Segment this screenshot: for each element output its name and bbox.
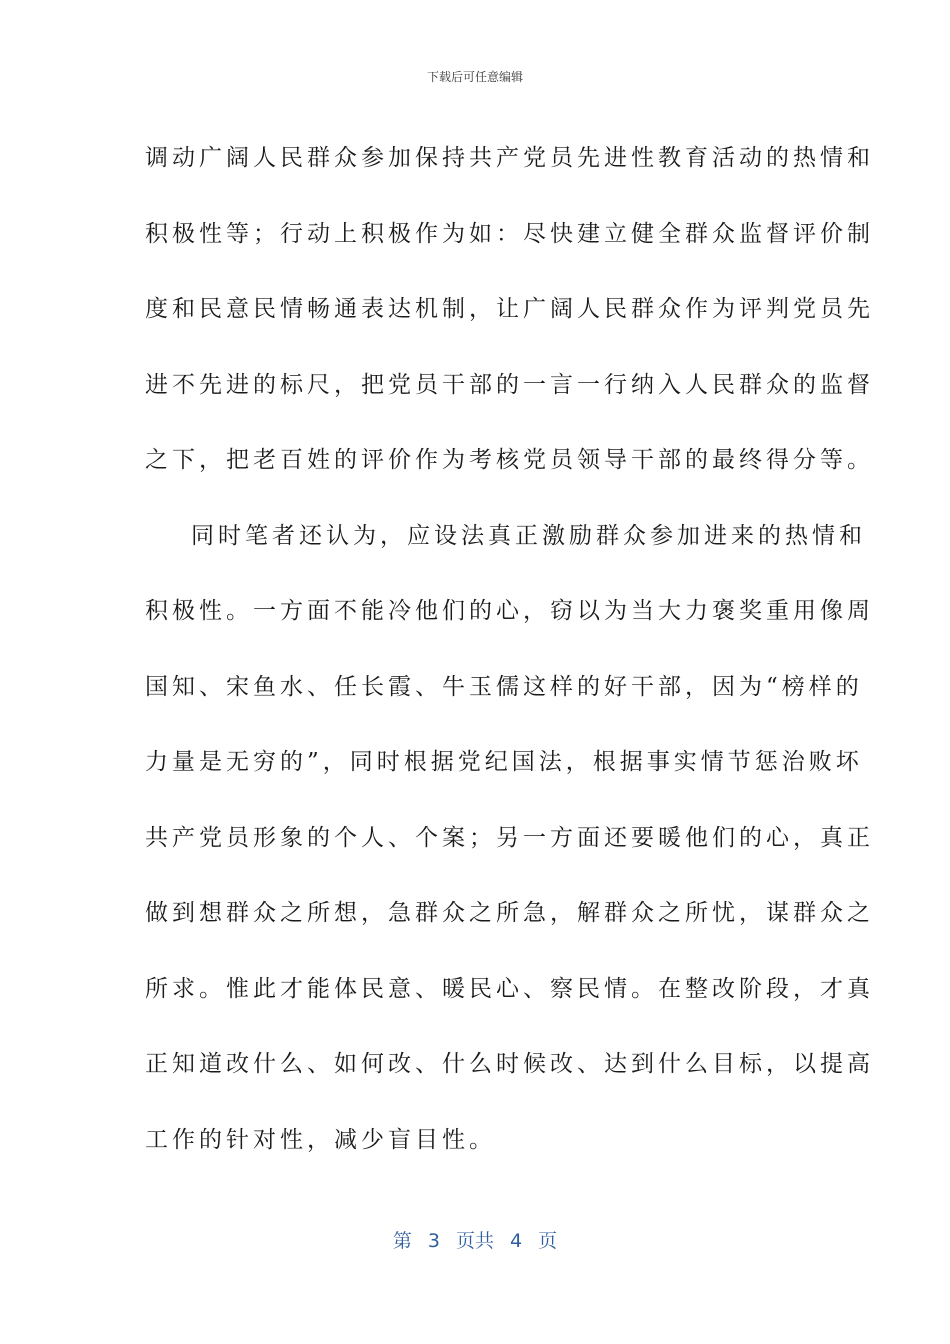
paragraph-1: [145, 121, 874, 499]
document-body: [145, 121, 874, 1178]
current-page-number: 3: [427, 1230, 440, 1252]
paragraph-line: 调动广阔人民群众参加保持共产党员先进性教育活动的热情和: [145, 145, 874, 171]
paragraph-line: 共产党员形象的个人、个案；另一方面还要暖他们的心，真正: [145, 824, 874, 851]
page-label-prefix: 第: [392, 1230, 412, 1252]
page-label-mid: 页共: [455, 1230, 494, 1252]
paragraph-2: [145, 499, 874, 1179]
paragraph-line: 之下，把老百姓的评价作为考核党员领导干部的最终得分等。: [145, 447, 874, 473]
paragraph-line: 度和民意民情畅通表达机制，让广阔人民群众作为评判党员先: [145, 296, 874, 322]
paragraph-line: 所求。惟此才能体民意、暖民心、察民情。在整改阶段，才真: [145, 975, 874, 1002]
paragraph-line: 力量是无穷的”，同时根据党纪国法，根据事实情节惩治败坏: [145, 749, 863, 775]
page-label-suffix: 页: [538, 1230, 558, 1252]
page-header-note: 下载后可任意编辑: [426, 70, 523, 84]
paragraph-line: 同时笔者还认为，应设法真正激励群众参加进来的热情和: [191, 522, 866, 549]
paragraph-line: 做到想群众之所想，急群众之所急，解群众之所忧，谋群众之: [145, 900, 874, 926]
paragraph-line: 正知道改什么、如何改、什么时候改、达到什么目标，以提高: [145, 1051, 874, 1077]
paragraph-line: 国知、宋鱼水、任长霞、牛玉儒这样的好干部，因为“榜样的: [145, 673, 863, 700]
total-pages-number: 4: [510, 1230, 523, 1252]
paragraph-line: 进不先进的标尺，把党员干部的一言一行纳入人民群众的监督: [145, 371, 874, 398]
page-number-footer: [0, 1226, 950, 1253]
paragraph-line: 积极性。一方面不能冷他们的心，窃以为当大力褒奖重用像周: [145, 598, 874, 624]
paragraph-line: 积极性等；行动上积极作为如：尽快建立健全群众监督评价制: [145, 220, 874, 247]
paragraph-line: 工作的针对性，减少盲目性。: [145, 1126, 496, 1153]
